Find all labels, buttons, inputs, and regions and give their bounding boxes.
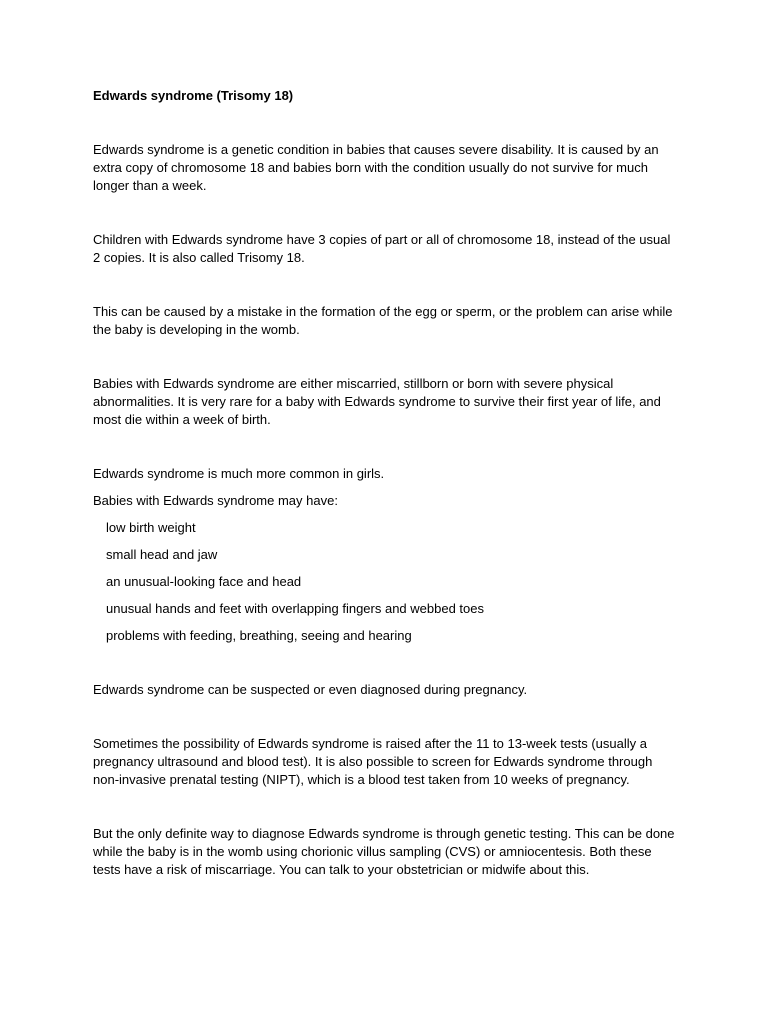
- document-page: [93, 87, 678, 879]
- paragraph-intro: Edwards syndrome is a genetic condition in babies that causes severe disability. It is caused by an extra copy of chromosome 18 and babies born with the condition usually do not survive for much longer than a week.: [93, 142, 659, 193]
- list-item: low birth weight: [106, 520, 196, 535]
- paragraph-cause: This can be caused by a mistake in the formation of the egg or sperm, or the problem can arise while the baby is developing in the womb.: [93, 304, 673, 337]
- paragraph-may-have: Babies with Edwards syndrome may have:: [93, 493, 338, 508]
- paragraph-girls: Edwards syndrome is much more common in girls.: [93, 466, 385, 481]
- list-item: an unusual-looking face and head: [106, 574, 302, 589]
- list-item: small head and jaw: [106, 547, 218, 562]
- paragraph-genetic-testing: But the only definite way to diagnose Edwards syndrome is through genetic testing. This can be done while the baby is in the womb using chorionic villus sampling (CVS) or amniocentesis. Both these tests have a risk of miscarriage. You can talk to your obstetrician or midwife about this.: [93, 826, 675, 877]
- symptom-list: [93, 519, 678, 645]
- list-item: unusual hands and feet with overlapping fingers and webbed toes: [106, 601, 484, 616]
- paragraph-diagnosis: Edwards syndrome can be suspected or even diagnosed during pregnancy.: [93, 682, 528, 697]
- document-title: Edwards syndrome (Trisomy 18): [93, 88, 294, 103]
- paragraph-screening: Sometimes the possibility of Edwards syndrome is raised after the 11 to 13-week tests (usually a pregnancy ultrasound and blood test). It is also possible to screen for Edwards syndrome through non-invasive prenatal testing (NIPT), which is a blood test taken from 10 weeks of pregnancy.: [93, 736, 653, 787]
- list-item: problems with feeding, breathing, seeing and hearing: [106, 628, 412, 643]
- paragraph-outcomes: Babies with Edwards syndrome are either miscarried, stillborn or born with severe physical abnormalities. It is very rare for a baby with Edwards syndrome to survive their first year of life, and most die within a week of birth.: [93, 376, 661, 427]
- paragraph-copies: Children with Edwards syndrome have 3 copies of part or all of chromosome 18, instead of the usual 2 copies. It is also called Trisomy 18.: [93, 232, 671, 265]
